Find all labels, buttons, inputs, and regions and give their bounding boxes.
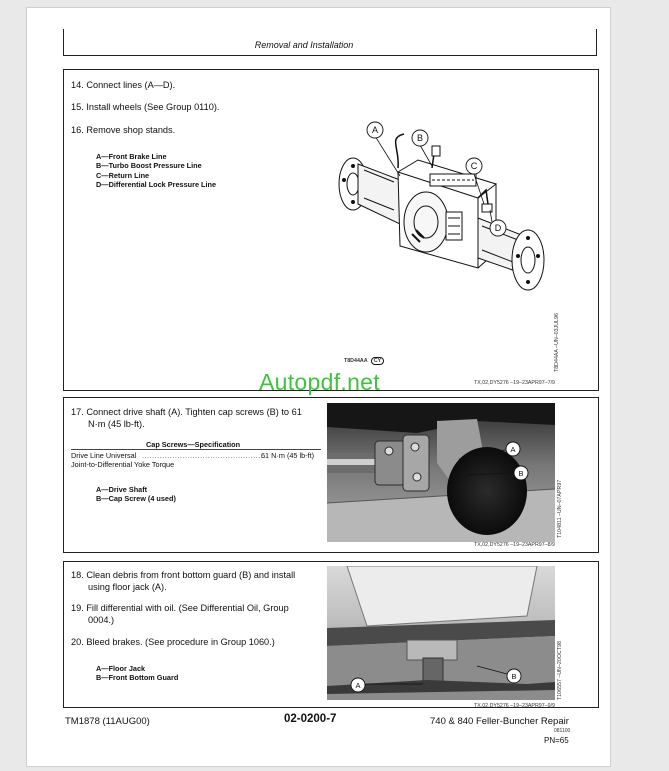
spec-label-1: Drive Line Universal xyxy=(71,451,137,460)
legend-item: B—Front Bottom Guard xyxy=(96,673,179,683)
callout-d: D xyxy=(494,223,502,233)
step-16: 16. Remove shop stands. xyxy=(71,125,176,135)
figure-code-text: T8D44AA xyxy=(344,358,368,364)
legend-item: B—Cap Screw (4 used) xyxy=(96,494,176,504)
step-14: 14. Connect lines (A—D). xyxy=(71,80,176,90)
callout-b: B xyxy=(511,672,517,681)
panel3-legend xyxy=(96,664,178,683)
legend-item: A—Drive Shaft xyxy=(96,485,148,494)
legend-item: A—Floor Jack xyxy=(96,664,146,673)
manual-id: TM1878 (11AUG00) xyxy=(65,716,150,727)
callout-a: A xyxy=(371,125,379,135)
step-17-line-1: 17. Connect drive shaft (A). Tighten cap screws (B) to 61 xyxy=(71,407,302,417)
header-rule xyxy=(63,55,597,56)
callout-a: A xyxy=(355,681,361,690)
watermark: Autopdf.net xyxy=(259,369,380,395)
callout-a: A xyxy=(510,445,516,454)
spec-value: 61 N·m (45 lb-ft) xyxy=(261,451,315,460)
panel1-doc-code: TX,02,DY5276 –19–23APR97–7/9 xyxy=(474,380,555,386)
panel2-doc-code: TX,02,DY5276 –19–23APR97–8/9 xyxy=(474,542,555,548)
spec-title: Cap Screws—Specification xyxy=(146,440,241,449)
legend-item: A—Front Brake Line xyxy=(96,152,167,161)
axle-illustration xyxy=(328,118,554,358)
panel3-doc-code: TX,02,DY5276 –19–23APR97–9/9 xyxy=(474,703,555,709)
callout-b: B xyxy=(518,469,524,478)
panel1-side-code: T8D44AA –UN–03JUL96 xyxy=(554,313,560,372)
spec-label-2: Joint-to-Differential Yoke Torque xyxy=(71,460,175,469)
figure-code xyxy=(344,357,384,365)
callout-c: C xyxy=(470,161,478,171)
legend-item: B—Turbo Boost Pressure Line xyxy=(96,161,202,171)
step-19-line-2: 0004.) xyxy=(88,615,115,625)
floor-jack-photo xyxy=(327,566,555,700)
callout-b: B xyxy=(416,133,424,143)
page-number: 02-0200-7 xyxy=(284,713,337,725)
figure-badge: CY xyxy=(371,357,384,365)
legend-item: C—Return Line xyxy=(96,170,150,180)
spec-dots: ................................................. xyxy=(142,451,266,460)
step-15: 15. Install wheels (See Group 0110). xyxy=(71,102,220,112)
step-18-line-1: 18. Clean debris from front bottom guard (B) and install xyxy=(71,570,296,580)
section-header: Removal and Installation xyxy=(254,40,354,50)
step-20: 20. Bleed brakes. (See procedure in Group 1060.) xyxy=(71,637,275,647)
panel2-side-code: T104811 –UN–07APR97 xyxy=(557,479,563,538)
print-date: 081100 xyxy=(554,728,571,734)
step-18-line-2: using floor jack (A). xyxy=(88,582,167,592)
panel3-side-code: T106557 –UN–20OCT98 xyxy=(557,641,563,700)
step-19-line-1: 19. Fill differential with oil. (See Differential Oil, Group xyxy=(71,603,289,613)
page-frame-right xyxy=(596,29,597,56)
spec-rule xyxy=(71,449,321,450)
legend-item: D—Differential Lock Pressure Line xyxy=(96,180,217,190)
panel2-legend xyxy=(96,485,176,504)
manual-title: 740 & 840 Feller-Buncher Repair xyxy=(430,716,569,727)
step-17-line-2: N·m (45 lb-ft). xyxy=(88,419,145,429)
pn-number: PN=65 xyxy=(544,736,569,745)
drive-shaft-photo xyxy=(327,403,555,542)
panel1-legend xyxy=(96,152,216,190)
